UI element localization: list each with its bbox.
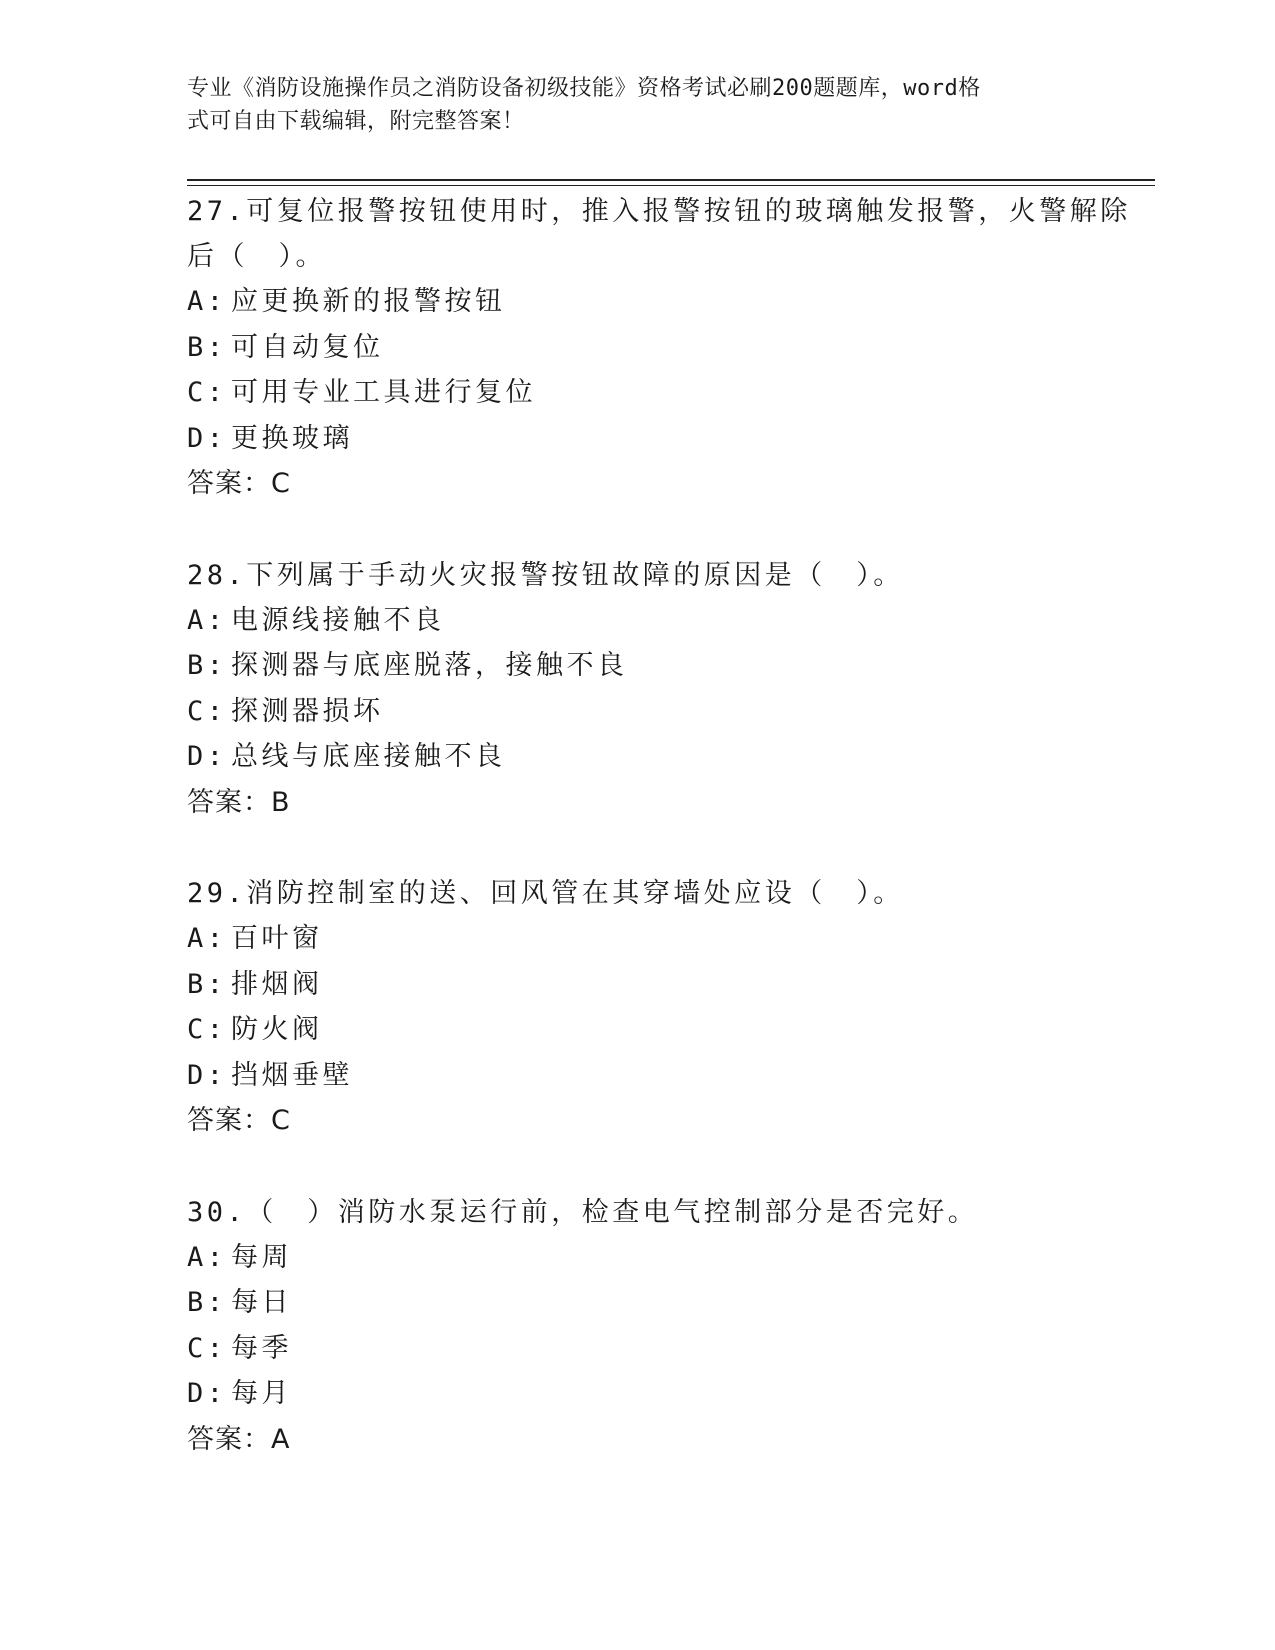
question-stem-line: 29.消防控制室的送、回风管在其穿墙处应设（ ）。	[187, 878, 904, 909]
option-a	[187, 916, 1087, 962]
option-text: 探测器与底座脱落，接触不良	[231, 650, 628, 681]
option-c	[187, 1007, 1087, 1053]
question-stem	[187, 871, 1087, 916]
option-a	[187, 279, 1087, 325]
question-stem	[187, 189, 1131, 279]
option-b	[187, 325, 1087, 371]
option-text: 挡烟垂壁	[231, 1059, 353, 1091]
option-c	[187, 370, 1087, 416]
option-text: 电源线接触不良	[231, 604, 445, 636]
option-a	[187, 598, 1087, 644]
option-text: 每季	[231, 1332, 292, 1364]
answer-line: 答案：A	[187, 1423, 291, 1455]
question-stem-line: 后（ ）。	[187, 241, 326, 272]
option-b	[187, 643, 1087, 689]
option-key: B:	[187, 331, 227, 363]
option-d	[187, 1053, 1087, 1099]
option-key: D:	[187, 1378, 227, 1409]
question-27	[187, 189, 1131, 507]
option-text: 每日	[231, 1287, 292, 1318]
question-stem	[187, 553, 1087, 598]
option-d	[187, 734, 1087, 780]
question-stem	[187, 1190, 1087, 1235]
option-key: A:	[187, 923, 227, 954]
option-d	[187, 416, 1087, 462]
option-text: 百叶窗	[231, 923, 323, 954]
option-text: 排烟阀	[231, 968, 323, 1000]
option-a	[187, 1235, 1087, 1281]
option-text: 防火阀	[231, 1014, 323, 1045]
option-key: C:	[187, 695, 227, 727]
option-d	[187, 1371, 1087, 1417]
question-stem-line: 30.（ ）消防水泵运行前，检查电气控制部分是否完好。	[187, 1196, 979, 1228]
header-line-2: 式可自由下载编辑，附完整答案！	[187, 109, 525, 134]
answer-line: 答案：C	[187, 468, 291, 499]
option-text: 可自动复位	[231, 331, 384, 363]
option-text: 更换玻璃	[231, 422, 353, 454]
option-text: 可用专业工具进行复位	[231, 377, 536, 408]
header-divider-thin	[187, 185, 1155, 186]
option-b	[187, 1280, 1087, 1326]
option-text: 探测器损坏	[231, 695, 384, 727]
document-header	[187, 72, 1067, 138]
option-text: 每周	[231, 1241, 292, 1273]
answer-line: 答案：B	[187, 786, 291, 818]
option-text: 每月	[231, 1378, 292, 1409]
option-key: C:	[187, 1332, 227, 1364]
question-30	[187, 1190, 1087, 1463]
option-b	[187, 962, 1087, 1008]
option-key: D:	[187, 422, 227, 454]
option-key: D:	[187, 1059, 227, 1091]
question-29	[187, 871, 1087, 1144]
option-key: C:	[187, 377, 227, 408]
question-stem-line: 28.下列属于手动火灾报警按钮故障的原因是（ ）。	[187, 559, 904, 591]
answer-line: 答案：C	[187, 1105, 291, 1136]
option-key: A:	[187, 286, 227, 317]
option-key: A:	[187, 1241, 227, 1273]
option-key: B:	[187, 1287, 227, 1318]
header-line-1: 专业《消防设施操作员之消防设备初级技能》资格考试必刷200题题库，word格	[187, 76, 981, 101]
question-list	[187, 189, 1131, 1508]
header-divider-thick	[187, 179, 1155, 181]
question-stem-line: 27.可复位报警按钮使用时，推入报警按钮的玻璃触发报警，火警解除	[187, 196, 1131, 227]
option-c	[187, 1326, 1087, 1372]
option-key: B:	[187, 968, 227, 1000]
question-28	[187, 553, 1087, 826]
option-key: A:	[187, 604, 227, 636]
option-key: D:	[187, 741, 227, 772]
option-key: B:	[187, 650, 227, 681]
option-key: C:	[187, 1014, 227, 1045]
option-text: 总线与底座接触不良	[231, 741, 506, 772]
option-c	[187, 689, 1087, 735]
option-text: 应更换新的报警按钮	[231, 286, 506, 317]
